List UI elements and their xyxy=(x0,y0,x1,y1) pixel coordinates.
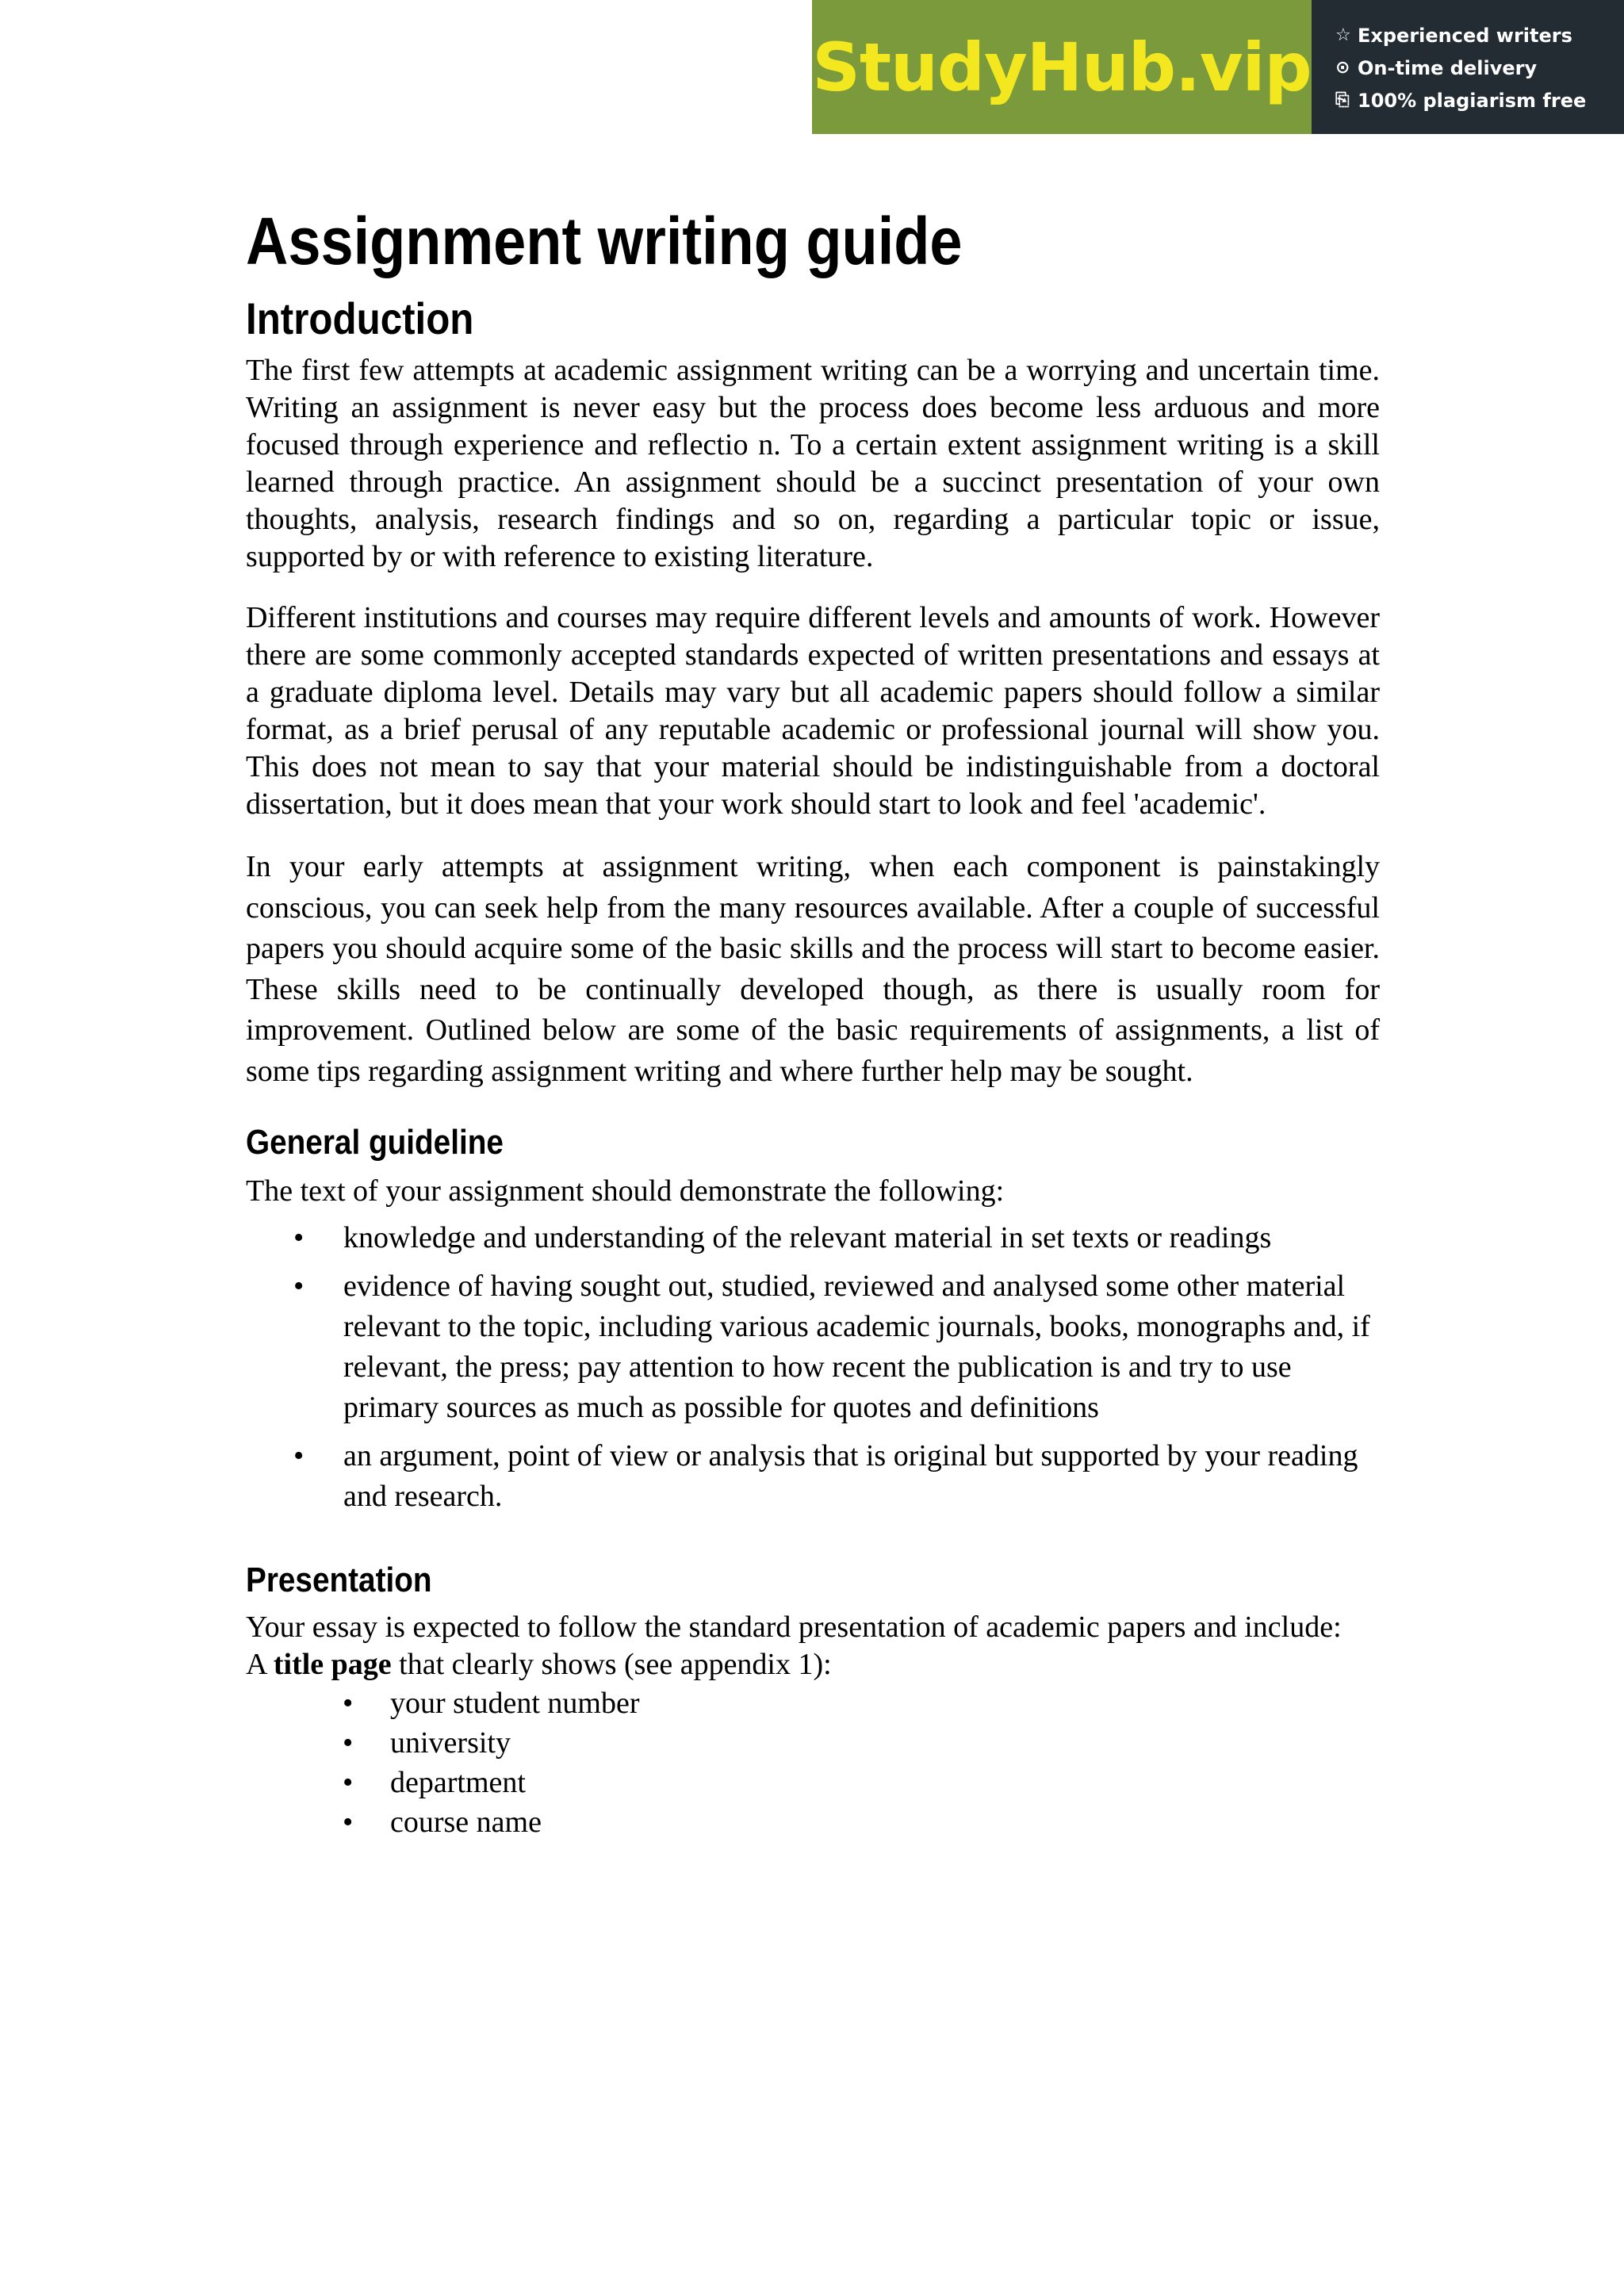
bullet-icon: • xyxy=(293,1439,304,1473)
bullet-icon: • xyxy=(343,1766,354,1799)
document-page xyxy=(246,204,1380,1842)
feature-experienced-writers xyxy=(1335,19,1624,52)
general-guideline-heading: General guideline xyxy=(246,1123,504,1162)
bullet-icon: • xyxy=(293,1221,304,1254)
intro-paragraph-1: The first few attempts at academic assignment writing can be a worrying and uncertain time. Writing an assignment is never easy but the process does become less arduous and more focused through experience and reflectio n. To a certain extent assignment writing is a skill learned through practice. An assignment should be a succinct presentation of your own thoughts, analysis, research findings and so on, regarding a particular topic or issue, supported by or with reference to existing literature. xyxy=(246,354,1380,573)
feature-on-time-delivery xyxy=(1335,52,1624,84)
bullet-icon: • xyxy=(343,1806,354,1839)
copy-icon: ⎘ xyxy=(1335,90,1350,110)
intro-paragraph-2: Different institutions and courses may require different levels and amounts of work. However there are some commonly accepted standards expected of written presentations and essays at a graduate diploma level. Details may vary but all academic papers should follow a similar format, as a brief perusal of any reputable academic or professional journal will show you. This does not mean to say that your material should be indistinguishable from a doctoral dissertation, but it does mean that your work should start to look and feel 'academic'. xyxy=(246,601,1380,821)
brand-name: StudyHub.vip xyxy=(812,28,1312,106)
promo-banner[interactable] xyxy=(812,0,1624,134)
feature-label: On-time delivery xyxy=(1358,56,1538,79)
intro-paragraph-3: In your early attempts at assignment writing, when each component is painstakingly conscious, you can seek help from the many resources available. After a couple of successful papers you should acquire some of the basic skills and the process will start to become easier. These skills need to be continually developed though, as there is usually room for improvement. Outlined below are some of the basic requirements of assignments, a list of some tips regarding assignment writing and where further help may be sought. xyxy=(246,850,1380,1088)
introduction-heading: Introduction xyxy=(246,293,474,343)
list-item: • evidence of having sought out, studied, reviewed and analysed some other material relevant to the topic, including various academic journals, books, monographs and, if relevant, the press; pay attention to how recent the publication is and try to use primary sources as much as possible for quotes and definitions xyxy=(246,1266,1380,1428)
list-item: • your student number xyxy=(246,1683,1380,1723)
general-guideline-lead: The text of your assignment should demonstrate the following: xyxy=(246,1174,1005,1208)
bullet-icon: • xyxy=(343,1687,354,1720)
list-item: • course name xyxy=(246,1802,1380,1842)
guideline-list xyxy=(246,1218,1380,1517)
feature-label: Experienced writers xyxy=(1358,24,1572,47)
list-item: • an argument, point of view or analysis that is original but supported by your reading and research. xyxy=(246,1436,1380,1517)
star-icon: ☆ xyxy=(1335,25,1351,45)
brand-logo[interactable] xyxy=(812,0,1312,134)
bullet-icon: • xyxy=(343,1726,354,1760)
feature-plagiarism-free xyxy=(1335,84,1624,117)
title-page-items xyxy=(246,1683,1380,1842)
bullet-icon: • xyxy=(293,1270,304,1303)
clock-icon: ⊙ xyxy=(1335,58,1350,78)
list-item: • knowledge and understanding of the relevant material in set texts or readings xyxy=(246,1218,1380,1258)
list-item: • department xyxy=(246,1763,1380,1802)
presentation-lead: Your essay is expected to follow the standard presentation of academic papers and include: xyxy=(246,1610,1342,1644)
title-page-bold: title page xyxy=(273,1648,392,1681)
features-list xyxy=(1312,0,1624,134)
title-page-line: A title page that clearly shows (see appendix 1): xyxy=(246,1648,832,1681)
presentation-heading: Presentation xyxy=(246,1561,432,1599)
page-title: Assignment writing guide xyxy=(246,204,963,278)
feature-label: 100% plagiarism free xyxy=(1358,89,1587,112)
list-item: • university xyxy=(246,1723,1380,1763)
